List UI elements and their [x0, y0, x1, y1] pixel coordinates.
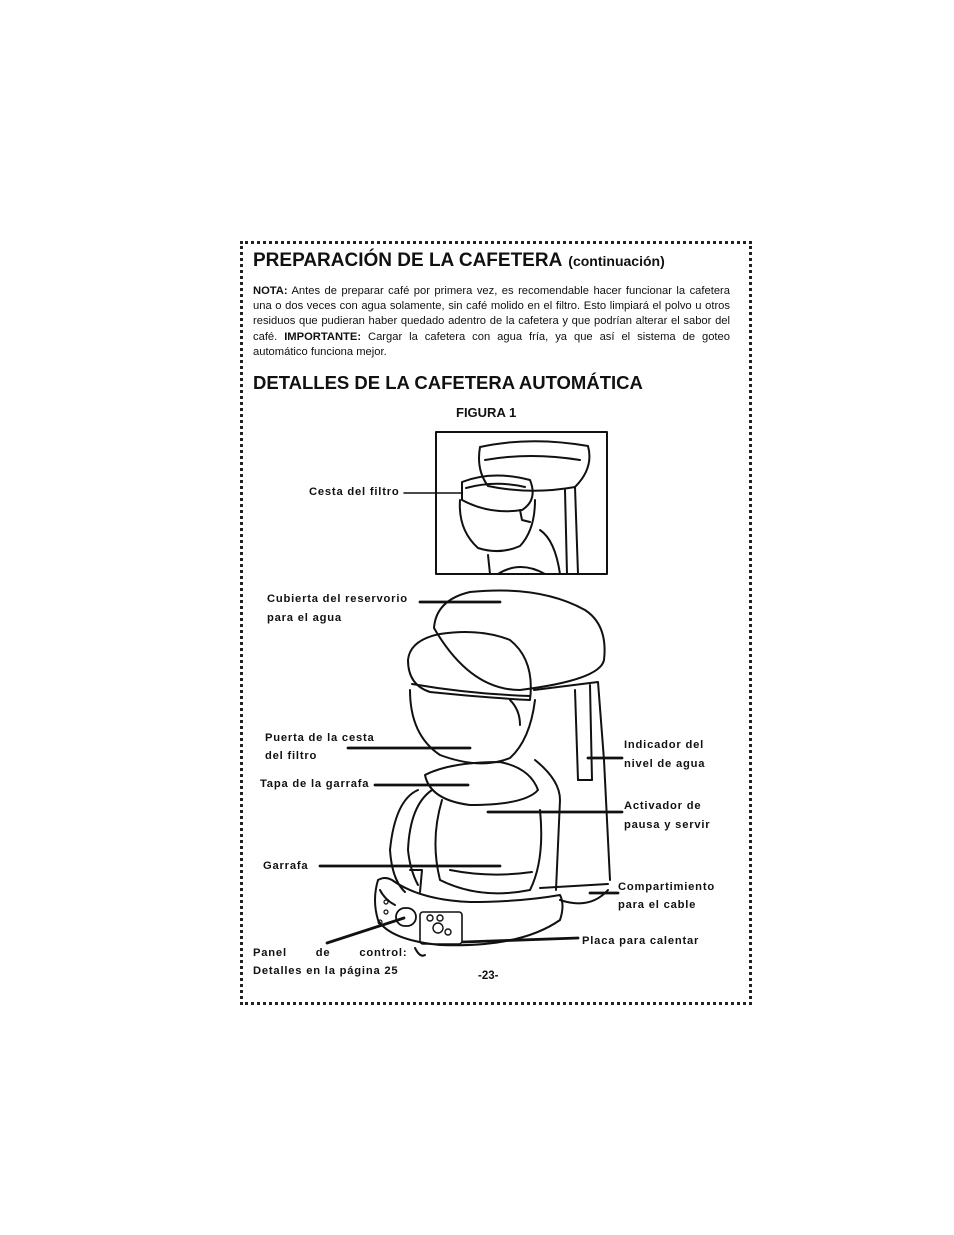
coffee-maker-body: [375, 590, 610, 955]
label-carafe-lid: Tapa de la garrafa: [260, 778, 370, 790]
note-text-1: Antes de preparar café por primera vez, es recomendable hacer funcionar la cafetera una o dos veces con agua solamente, sin café molido en el filtro. Esto limpiará el polvo u otros residuos que pudieran haber quedado adentro de la cafetera y que podrían alterar el sabor del café.: [253, 285, 730, 343]
inset-box: [436, 432, 607, 574]
label-pause-serve-1: Activador de: [624, 800, 702, 812]
leader-control-panel: [327, 918, 404, 943]
label-water-level-2: nivel de agua: [624, 758, 706, 770]
heading-subtitle: (continuación): [568, 253, 665, 269]
label-filter-basket: Cesta del filtro: [309, 486, 400, 498]
label-carafe: Garrafa: [263, 860, 309, 872]
note-label: NOTA:: [253, 285, 288, 297]
label-control-panel-2: Detalles en la página 25: [253, 965, 399, 977]
label-basket-door-2: del filtro: [265, 750, 318, 762]
label-basket-door-1: Puerta de la cesta: [265, 732, 375, 744]
section-title: DETALLES DE LA CAFETERA AUTOMÁTICA: [253, 372, 643, 393]
leader-warming-plate: [463, 938, 578, 942]
label-cord-storage-2: para el cable: [618, 899, 697, 911]
label-warming-plate: Placa para calentar: [582, 935, 700, 947]
label-water-level-1: Indicador del: [624, 739, 705, 751]
inset-filter-basket: [460, 441, 590, 574]
important-label: IMPORTANTE:: [284, 330, 362, 343]
heading-title: PREPARACIÓN DE LA CAFETERA: [253, 250, 563, 271]
leader-lines: [320, 602, 622, 943]
note-text-2: Cargar la cafetera con agua fría, ya que así el sistema de goteo automático funciona mejor.: [253, 330, 730, 358]
page-number: -23-: [478, 970, 499, 982]
label-cord-storage-1: Compartimiento: [618, 881, 715, 893]
label-reservoir-cover-2: para el agua: [267, 612, 342, 624]
label-pause-serve-2: pausa y servir: [624, 819, 711, 831]
label-reservoir-cover-1: Cubierta del reservorio: [267, 593, 408, 605]
figure-title: FIGURA 1: [456, 405, 517, 420]
label-control-panel-1: Panel de control:: [253, 947, 408, 959]
